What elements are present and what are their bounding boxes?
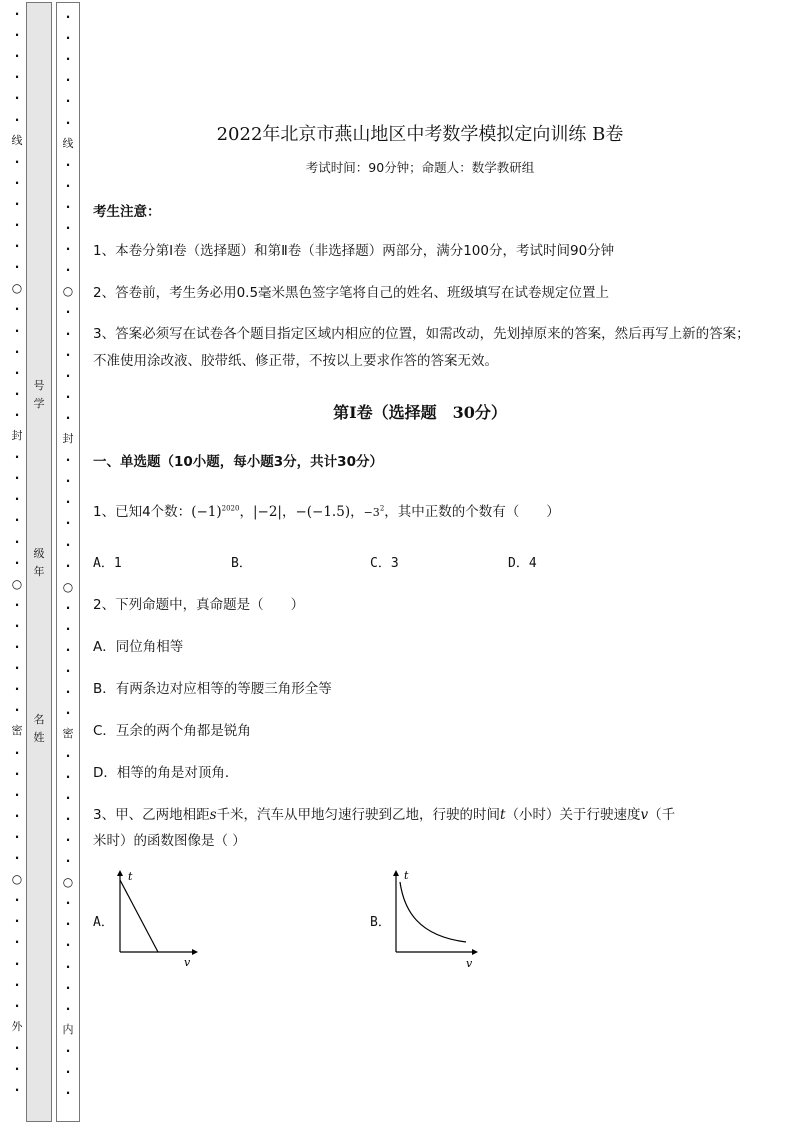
graph-a-line xyxy=(120,880,158,952)
inner-dot-mark: · xyxy=(65,94,71,109)
inner-dot-mark: · xyxy=(65,980,71,995)
inner-dot-mark: · xyxy=(65,854,71,868)
inner-dot-mark: · xyxy=(65,959,71,974)
outer-dot-mark: · xyxy=(14,365,20,380)
inner-dot-mark: · xyxy=(65,938,71,953)
inner-dot-mark: · xyxy=(65,1086,71,1101)
inner-dot-mark: · xyxy=(65,1065,71,1079)
outer-dot-mark: · xyxy=(14,471,20,486)
outer-dot-mark: · xyxy=(14,492,20,507)
inner-dot-mark: · xyxy=(65,178,71,193)
q1-expr3: −(−1.5) xyxy=(295,504,351,520)
outer-dot-mark: · xyxy=(14,808,20,823)
q3-stem-line2: 米时）的函数图像是（ ） xyxy=(93,833,246,849)
student-number-label xyxy=(27,377,51,413)
outer-dot-mark: · xyxy=(14,682,20,697)
outer-dot-mark: · xyxy=(14,977,20,992)
q1-option-c[interactable]: C．3 xyxy=(370,556,399,571)
inner-dot-mark: · xyxy=(65,516,71,531)
outer-dot-mark: · xyxy=(14,998,20,1013)
inner-dot-mark: · xyxy=(65,474,71,489)
outer-dot-mark: · xyxy=(14,154,20,169)
inner-circle-mark: ○ xyxy=(62,284,74,299)
outer-dot-mark: · xyxy=(14,1083,20,1098)
outer-dot-mark: · xyxy=(14,661,20,676)
outer-dot-mark: · xyxy=(14,513,20,528)
question-2: 2、下列命题中，真命题是（ ） xyxy=(93,597,305,613)
inner-dot-mark: · xyxy=(65,706,71,721)
outer-dot-mark: · xyxy=(14,450,20,465)
grade-char-2: 年 xyxy=(33,565,45,578)
inner-dot-mark: · xyxy=(65,368,71,383)
inner-dot-mark: · xyxy=(65,685,71,700)
name-char-2: 姓 xyxy=(33,731,45,744)
binding-margin-outer xyxy=(8,0,26,1123)
outer-dot-mark: · xyxy=(14,597,20,612)
inner-dot-mark: · xyxy=(65,453,71,468)
inner-dot-mark: · xyxy=(65,811,71,826)
outer-circle-mark: ○ xyxy=(11,281,23,296)
outer-dot-mark: · xyxy=(14,851,20,865)
q1-option-b[interactable]: B． xyxy=(231,556,252,571)
inner-dot-mark: · xyxy=(65,664,71,679)
outer-dot-mark: · xyxy=(14,7,20,21)
q2-option-a[interactable]: A．同位角相等 xyxy=(93,639,184,655)
outer-dot-mark: · xyxy=(14,344,20,359)
outer-circle-mark: ○ xyxy=(11,576,23,591)
outer-dot-mark: · xyxy=(14,407,20,422)
q1-prefix: 1、已知4个数： xyxy=(93,504,192,520)
inner-dot-mark: · xyxy=(65,31,71,46)
q2-option-d[interactable]: D．相等的角是对顶角． xyxy=(93,765,239,781)
binding-margin-inner xyxy=(56,2,80,1122)
section-title: 第I卷（选择题 30分） xyxy=(333,403,507,422)
inner-circle-mark: ○ xyxy=(62,875,74,890)
inner-dot-mark: · xyxy=(65,558,71,573)
graph-a-v-arrow xyxy=(192,949,198,955)
grade-label xyxy=(27,545,51,581)
graph-a-v-label: v xyxy=(184,956,191,968)
inner-dot-mark: · xyxy=(65,389,71,404)
q3-stem-part3: （小时）关于行驶速度 xyxy=(505,807,641,823)
outer-dot-mark: · xyxy=(14,323,20,338)
outer-dot-mark: · xyxy=(14,703,20,718)
q1-expr1: (−1) xyxy=(191,504,222,520)
notice-item-3: 3、答案必须写在试卷各个题目指定区域内相应的位置，如需改动，先划掉原来的答案，然后再写上新的答案；不准使用涂改液、胶带纸、修正带，不按以上要求作答的答案无效。 xyxy=(93,326,750,369)
graph-a-t-label: t xyxy=(128,870,133,883)
notice-item-2: 2、答卷前，考生务必用0.5毫米黑色签字笔将自己的姓名、班级填写在试卷规定位置上 xyxy=(93,285,610,301)
inner-dot-mark: · xyxy=(65,621,71,636)
graph-b-t-label: t xyxy=(404,869,409,882)
q1-suffix: ，其中正数的个数有（ ） xyxy=(384,504,560,520)
inner-dot-mark: · xyxy=(65,643,71,657)
exam-subtitle: 考试时间：90分钟；命题人：数学教研组 xyxy=(305,160,535,175)
inner-seal-label: 封 xyxy=(62,432,74,445)
inner-dot-mark: · xyxy=(65,769,71,784)
inner-dot-mark: · xyxy=(65,242,71,257)
q3-graph-a xyxy=(110,866,200,968)
q1-option-d[interactable]: D．4 xyxy=(508,556,537,571)
outer-dot-mark: · xyxy=(14,745,20,760)
q3-stem-part4: （千 xyxy=(648,807,676,823)
q3-stem-part2: 千米，汽车从甲地匀速行驶到乙地，行驶的时间 xyxy=(216,807,501,823)
inner-seal-label: 线 xyxy=(62,136,74,150)
q1-expr4-exponent: 2 xyxy=(379,504,385,513)
q3-option-b[interactable]: B． xyxy=(370,915,391,930)
student-info-strip xyxy=(26,2,52,1122)
q3-stem-part1: 3、甲、乙两地相距 xyxy=(93,807,210,823)
inner-dot-mark: · xyxy=(65,326,71,341)
inner-dot-mark: · xyxy=(65,896,71,911)
inner-dot-mark: · xyxy=(65,917,71,932)
q3-var-v: v xyxy=(640,807,649,823)
question-3 xyxy=(93,803,753,823)
inner-dot-mark: · xyxy=(65,263,71,278)
inner-dot-mark: · xyxy=(65,10,71,24)
outer-dot-mark: · xyxy=(14,175,20,190)
part-title: 一、单选题（10小题，每小题3分，共计30分） xyxy=(93,454,383,470)
outer-dot-mark: · xyxy=(14,49,20,64)
question-1: 1、已知4个数：$(-1)^{2020}$，|−2|，−(−1.5)，$-3^2$，其中正数的个数有（ ） xyxy=(93,504,560,520)
name-char-1: 名 xyxy=(33,713,45,726)
inner-seal-label: 密 xyxy=(62,727,74,741)
outer-seal-label: 密 xyxy=(11,724,23,738)
inner-dot-mark: · xyxy=(65,832,71,847)
outer-dot-mark: · xyxy=(14,766,20,781)
outer-dot-mark: · xyxy=(14,28,20,43)
inner-dot-mark: · xyxy=(65,1043,71,1058)
outer-seal-label: 封 xyxy=(11,429,23,442)
q1-option-a[interactable]: A．1 xyxy=(93,556,122,571)
notice-heading: 考生注意： xyxy=(93,204,161,220)
student-number-char-2: 学 xyxy=(33,397,45,410)
inner-dot-mark: · xyxy=(65,199,71,214)
outer-seal-label: 线 xyxy=(11,133,23,147)
inner-dot-mark: · xyxy=(65,600,71,615)
outer-dot-mark: · xyxy=(14,618,20,633)
inner-dot-mark: · xyxy=(65,157,71,172)
q2-option-c[interactable]: C．互余的两个角都是锐角 xyxy=(93,723,251,739)
inner-seal-label: 内 xyxy=(62,1022,74,1036)
inner-dot-mark: · xyxy=(65,748,71,763)
outer-dot-mark: · xyxy=(14,386,20,401)
outer-dot-mark: · xyxy=(14,914,20,929)
outer-dot-mark: · xyxy=(14,893,20,908)
q3-var-s: s xyxy=(209,807,217,823)
name-label xyxy=(27,711,51,747)
outer-dot-mark: · xyxy=(14,1040,20,1055)
inner-dot-mark: · xyxy=(65,221,71,235)
outer-dot-mark: · xyxy=(14,956,20,971)
inner-dot-mark: · xyxy=(65,537,71,552)
outer-dot-mark: · xyxy=(14,829,20,844)
q1-expr2: |−2| xyxy=(252,504,282,520)
q2-option-b[interactable]: B．有两条边对应相等的等腰三角形全等 xyxy=(93,681,332,697)
graph-b-t-arrow xyxy=(393,870,399,876)
exam-title: 2022年北京市燕山地区中考数学模拟定向训练 B卷 xyxy=(216,124,624,145)
outer-dot-mark: · xyxy=(14,640,20,654)
inner-dot-mark: · xyxy=(65,495,71,510)
outer-dot-mark: · xyxy=(14,787,20,802)
q1-expr4: −3 xyxy=(363,506,380,519)
student-number-char-1: 号 xyxy=(33,379,45,392)
inner-circle-mark: ○ xyxy=(62,579,74,594)
notice-item-1: 1、本卷分第I卷（选择题）和第Ⅱ卷（非选择题）两部分，满分100分，考试时间90分钟 xyxy=(93,243,615,259)
q3-graph-b xyxy=(386,866,480,970)
inner-dot-mark: · xyxy=(65,347,71,362)
inner-dot-mark: · xyxy=(65,790,71,805)
outer-seal-label: 外 xyxy=(11,1019,23,1033)
graph-b-curve xyxy=(400,882,466,942)
q1-expr1-exponent: 2020 xyxy=(221,504,240,513)
inner-dot-mark: · xyxy=(65,305,71,320)
graph-a-t-arrow xyxy=(117,870,123,876)
outer-dot-mark: · xyxy=(14,196,20,211)
inner-dot-mark: · xyxy=(65,115,71,130)
outer-dot-mark: · xyxy=(14,534,20,549)
outer-dot-mark: · xyxy=(14,70,20,85)
inner-dot-mark: · xyxy=(65,410,71,425)
outer-circle-mark: ○ xyxy=(11,872,23,887)
outer-dot-mark: · xyxy=(14,302,20,317)
q3-var-t: t xyxy=(500,807,506,823)
outer-dot-mark: · xyxy=(14,112,20,127)
outer-dot-mark: · xyxy=(14,239,20,254)
outer-dot-mark: · xyxy=(14,218,20,232)
outer-dot-mark: · xyxy=(14,91,20,106)
grade-char-1: 级 xyxy=(33,547,45,560)
inner-dot-mark: · xyxy=(65,73,71,88)
inner-dot-mark: · xyxy=(65,1001,71,1016)
outer-dot-mark: · xyxy=(14,555,20,570)
outer-dot-mark: · xyxy=(14,1062,20,1076)
q3-option-a[interactable]: A． xyxy=(93,915,114,930)
outer-dot-mark: · xyxy=(14,935,20,950)
graph-b-v-arrow xyxy=(472,949,478,955)
graph-b-v-label: v xyxy=(466,957,473,970)
outer-dot-mark: · xyxy=(14,260,20,275)
inner-dot-mark: · xyxy=(65,52,71,67)
